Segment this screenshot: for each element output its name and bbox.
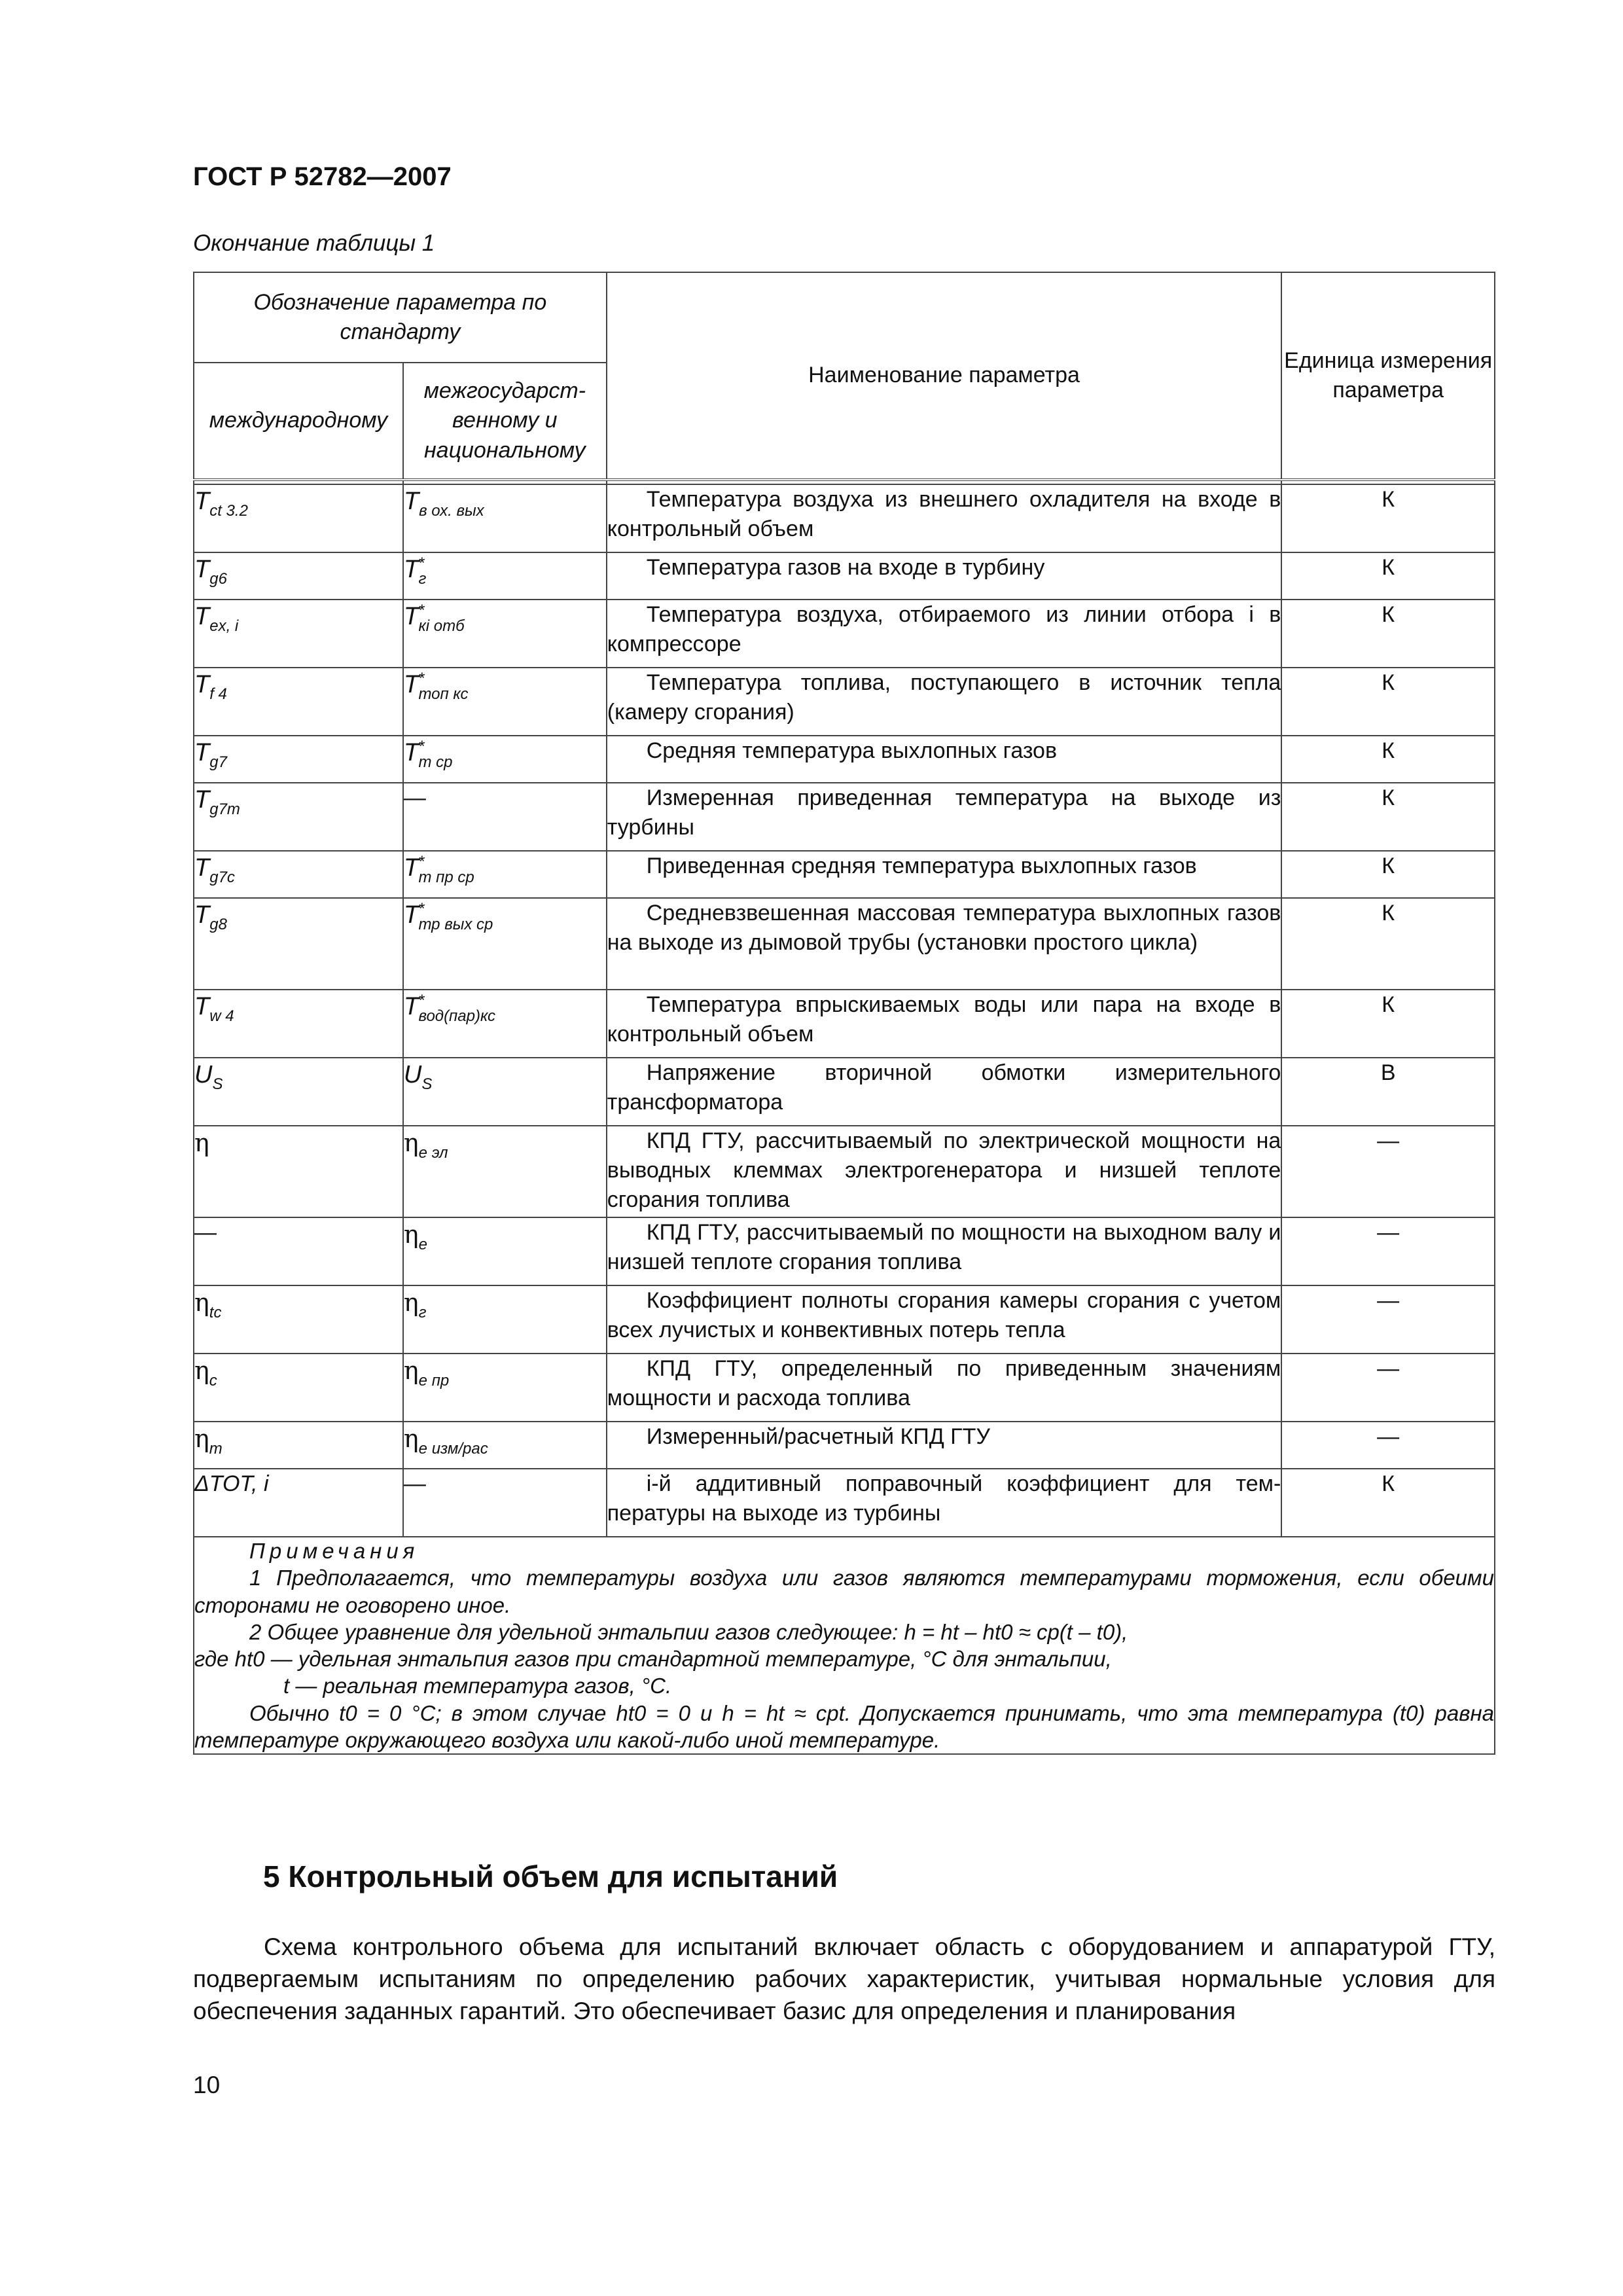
note-2-where-1: где ht0 — удельная энтальпия газов при стандартной температуре, °C для энтальпии, [194,1647,1112,1671]
document-header: ГОСТ Р 52782—2007 [193,162,452,191]
parameter-unit: К [1281,552,1495,600]
international-symbol-subscript: g6 [209,570,227,588]
table-row [194,1058,1495,1126]
international-symbol-base: T [194,993,210,1020]
parameter-name-text: i-й аддитивный поправочный коэффициент для температуры на выходе из турбины [607,1471,1281,1526]
national-symbol [403,1126,607,1217]
national-symbol-base: — [403,785,426,810]
national-symbol [403,898,607,990]
parameters-table [193,272,1495,1755]
national-symbol-base: T [403,901,419,929]
international-symbol [194,1469,403,1537]
table-notes [194,1537,1495,1754]
international-symbol-subscript: m [209,1440,223,1458]
national-symbol [403,484,607,552]
international-symbol-base: — [194,1220,217,1245]
national-symbol-subscript: в ох. вых [419,502,484,520]
parameter-name-text: Приведенная средняя температура выхлопных газов [646,853,1197,878]
header-standard: Обозначение параметра по стандарту [194,272,607,363]
national-symbol-base: η [403,1288,419,1317]
international-symbol-base: η [194,1288,209,1317]
international-symbol-base: η [194,1356,209,1385]
national-symbol [403,851,607,898]
international-symbol [194,1058,403,1126]
national-symbol [403,1217,607,1285]
international-symbol-base: T [194,786,210,814]
table-row [194,668,1495,736]
parameter-unit: — [1281,1422,1495,1469]
national-symbol-subscript: вод(пар)кс [418,1007,496,1025]
international-symbol [194,1126,403,1217]
international-symbol-base: η [194,1128,209,1157]
parameter-name-text: Средневзвешенная массовая температура выхлопных газов на выходе из дымовой трубы (установки простого цикла) [607,901,1281,956]
national-symbol-base: η [403,1220,419,1249]
national-symbol [403,1058,607,1126]
section-title: 5 Контрольный объем для испытаний [263,1859,838,1893]
international-symbol [194,1285,403,1354]
section-paragraph: Схема контрольного объема для испытаний включает область с оборудованием и аппаратурой ГТУ, подвергаемым испытаниям по определению рабочих характеристик, учитывая нормальные условия для обеспечения заданных гарантий. Это обеспечивает базис для определения и планирования [193,1933,1495,2025]
national-symbol [403,736,607,783]
national-symbol-base: T [403,488,419,515]
international-symbol-base: T [194,556,210,583]
international-symbol-subscript: ct 3.2 [209,502,248,520]
parameter-name [607,552,1282,600]
national-symbol-base: η [403,1128,419,1157]
national-symbol-subscript: т пр ср [418,869,474,886]
parameter-unit: К [1281,990,1495,1058]
page-number: 10 [193,2072,221,2098]
parameter-unit: — [1281,1354,1495,1422]
international-symbol [194,1217,403,1285]
international-symbol-subscript: g7m [209,800,240,818]
national-symbol-subscript: е пр [418,1372,450,1390]
international-symbol-base: T [194,603,210,630]
parameter-unit: В [1281,1058,1495,1126]
national-symbol [403,668,607,736]
parameter-name [607,1422,1282,1469]
international-symbol [194,600,403,668]
parameter-name-text: КПД ГТУ, рассчитываемый по мощности на выходном валу и низшей теплоте сгорания топлива [607,1220,1281,1275]
national-symbol-subscript: е эл [418,1144,448,1162]
international-symbol-base: T [194,739,210,766]
parameter-unit: — [1281,1126,1495,1217]
international-symbol-subscript: S [212,1075,223,1093]
table-row [194,990,1495,1058]
note-3: Обычно t0 = 0 °C; в этом случае ht0 = 0 и h = ht ≈ cpt. Допускается принимать, что эта температура (t0) равна температуре окружающего воздуха или какой-либо иной температуре. [194,1700,1494,1752]
header-name: Наименование параметра [607,272,1282,480]
national-symbol-base: η [403,1356,419,1385]
national-symbol-star: * [419,738,425,755]
parameter-name [607,1217,1282,1285]
parameter-name-text: Коэффициент полноты сгорания камеры сгорания с учетом всех лучистых и конвективных потерь тепла [607,1288,1281,1343]
table-row [194,552,1495,600]
international-symbol-base: ΔTOT, i [194,1471,269,1496]
parameter-name-text: Температура воздуха, отбираемого из линии отбора i в компрессоре [607,602,1281,657]
parameter-name [607,600,1282,668]
international-symbol [194,552,403,600]
national-symbol-subscript: топ кс [418,685,469,703]
parameter-name [607,668,1282,736]
parameter-name-text: Измеренный/расчетный КПД ГТУ [646,1424,990,1449]
notes-title: Примечания [249,1539,419,1563]
international-symbol-base: U [194,1061,213,1088]
parameter-unit: К [1281,851,1495,898]
international-symbol-subscript: f 4 [209,685,227,703]
table-body [194,484,1495,1537]
parameter-name-text: Напряжение вторичной обмотки измерительного трансформатора [607,1060,1281,1115]
international-symbol [194,1422,403,1469]
national-symbol-subscript: тр вых ср [418,916,493,933]
national-symbol-subscript: S [421,1075,433,1093]
note-1: 1 Предполагается, что температуры воздуха или газов являются температурами торможения, если обеими сторонами не оговорено иное. [194,1566,1494,1617]
parameter-name [607,990,1282,1058]
note-2: 2 Общее уравнение для удельной энтальпии газов следующее: h = ht – ht0 ≈ cp(t – t0), [249,1619,1128,1644]
international-symbol-subscript: w 4 [209,1007,234,1025]
international-symbol-subscript: g7 [209,753,227,771]
national-symbol-subscript: е [418,1236,428,1253]
parameter-name-text: Средняя температура выхлопных газов [646,738,1058,763]
international-symbol [194,1354,403,1422]
parameter-name [607,851,1282,898]
parameter-name [607,1354,1282,1422]
international-symbol [194,898,403,990]
table-row [194,1126,1495,1217]
international-symbol-base: T [194,854,210,882]
national-symbol-star: * [419,992,425,1009]
international-symbol-subscript: c [209,1372,217,1390]
national-symbol-star: * [419,601,425,619]
parameter-name [607,898,1282,990]
international-symbol [194,484,403,552]
parameter-unit: К [1281,783,1495,851]
national-symbol-subscript: г [418,1304,427,1321]
national-symbol [403,783,607,851]
national-symbol-star: * [419,900,425,918]
national-symbol-base: η [403,1424,419,1453]
parameter-name-text: Температура воздуха из внешнего охладителя на входе в контрольный объем [607,487,1281,542]
national-symbol-subscript: кi отб [418,617,465,635]
international-symbol [194,851,403,898]
international-symbol [194,736,403,783]
international-symbol-subscript: g8 [209,916,227,933]
table-row [194,1422,1495,1469]
parameter-name-text: КПД ГТУ, определенный по приведенным значениям мощности и расхода топлива [607,1356,1281,1411]
parameter-name [607,1126,1282,1217]
parameter-name-text: Температура впрыскиваемых воды или пара на входе в контрольный объем [607,992,1281,1047]
parameter-unit: — [1281,1217,1495,1285]
international-symbol [194,990,403,1058]
national-symbol-subscript: т ср [418,753,453,771]
parameter-name [607,1058,1282,1126]
international-symbol-base: T [194,671,210,698]
national-symbol-star: * [419,670,425,687]
parameter-unit: К [1281,1469,1495,1537]
national-symbol [403,1422,607,1469]
table-row [194,898,1495,990]
parameter-unit: К [1281,736,1495,783]
parameter-name-text: Измеренная приведенная температура на выходе из турбины [607,785,1281,840]
national-symbol-base: T [403,993,419,1020]
parameter-name [607,736,1282,783]
national-symbol-base: T [403,739,419,766]
national-symbol [403,990,607,1058]
national-symbol [403,600,607,668]
table-row [194,851,1495,898]
parameter-unit: — [1281,1285,1495,1354]
table-row [194,484,1495,552]
national-symbol-base: T [403,854,419,882]
international-symbol-subscript: g7c [209,869,235,886]
table-row [194,1217,1495,1285]
international-symbol [194,668,403,736]
note-2-where-2: t — реальная температура газов, °C. [283,1674,672,1698]
national-symbol [403,1469,607,1537]
national-symbol-base: — [403,1471,426,1496]
international-symbol-subscript: tc [209,1304,222,1321]
parameter-name-text: Температура газов на входе в турбину [646,555,1045,580]
international-symbol-base: η [194,1424,209,1453]
national-symbol-subscript: е изм/рас [418,1440,488,1458]
international-symbol [194,783,403,851]
parameter-name-text: КПД ГТУ, рассчитываемый по электрической мощности на выводных клеммах электрогенератора и низшей теплоте сгорания топлива [607,1128,1281,1213]
table-row [194,1285,1495,1354]
national-symbol-star: * [419,554,425,572]
parameter-name [607,783,1282,851]
header-international: международному [194,363,403,480]
table-row [194,600,1495,668]
table-row [194,736,1495,783]
parameter-unit: К [1281,484,1495,552]
parameter-unit: К [1281,600,1495,668]
national-symbol-base: T [403,603,419,630]
parameter-name [607,1469,1282,1537]
parameter-name-text: Температура топлива, поступающего в источник тепла (камеру сгорания) [607,670,1281,725]
parameter-unit: К [1281,898,1495,990]
parameter-unit: К [1281,668,1495,736]
international-symbol-subscript: ex, i [209,617,239,635]
international-symbol-base: T [194,488,210,515]
table-row [194,1469,1495,1537]
international-symbol-base: T [194,901,210,929]
header-interstate: межгосударст- венному и национальному [403,363,607,480]
table-row [194,783,1495,851]
header-unit: Единица измерения параметра [1281,272,1495,480]
table-caption: Окончание таблицы 1 [193,230,435,256]
national-symbol [403,1285,607,1354]
national-symbol-base: T [403,556,419,583]
national-symbol-base: U [403,1061,422,1088]
national-symbol [403,552,607,600]
national-symbol [403,1354,607,1422]
parameter-name [607,1285,1282,1354]
parameter-name [607,484,1282,552]
national-symbol-subscript: г [418,570,427,588]
national-symbol-base: T [403,671,419,698]
national-symbol-star: * [419,853,425,870]
table-row [194,1354,1495,1422]
